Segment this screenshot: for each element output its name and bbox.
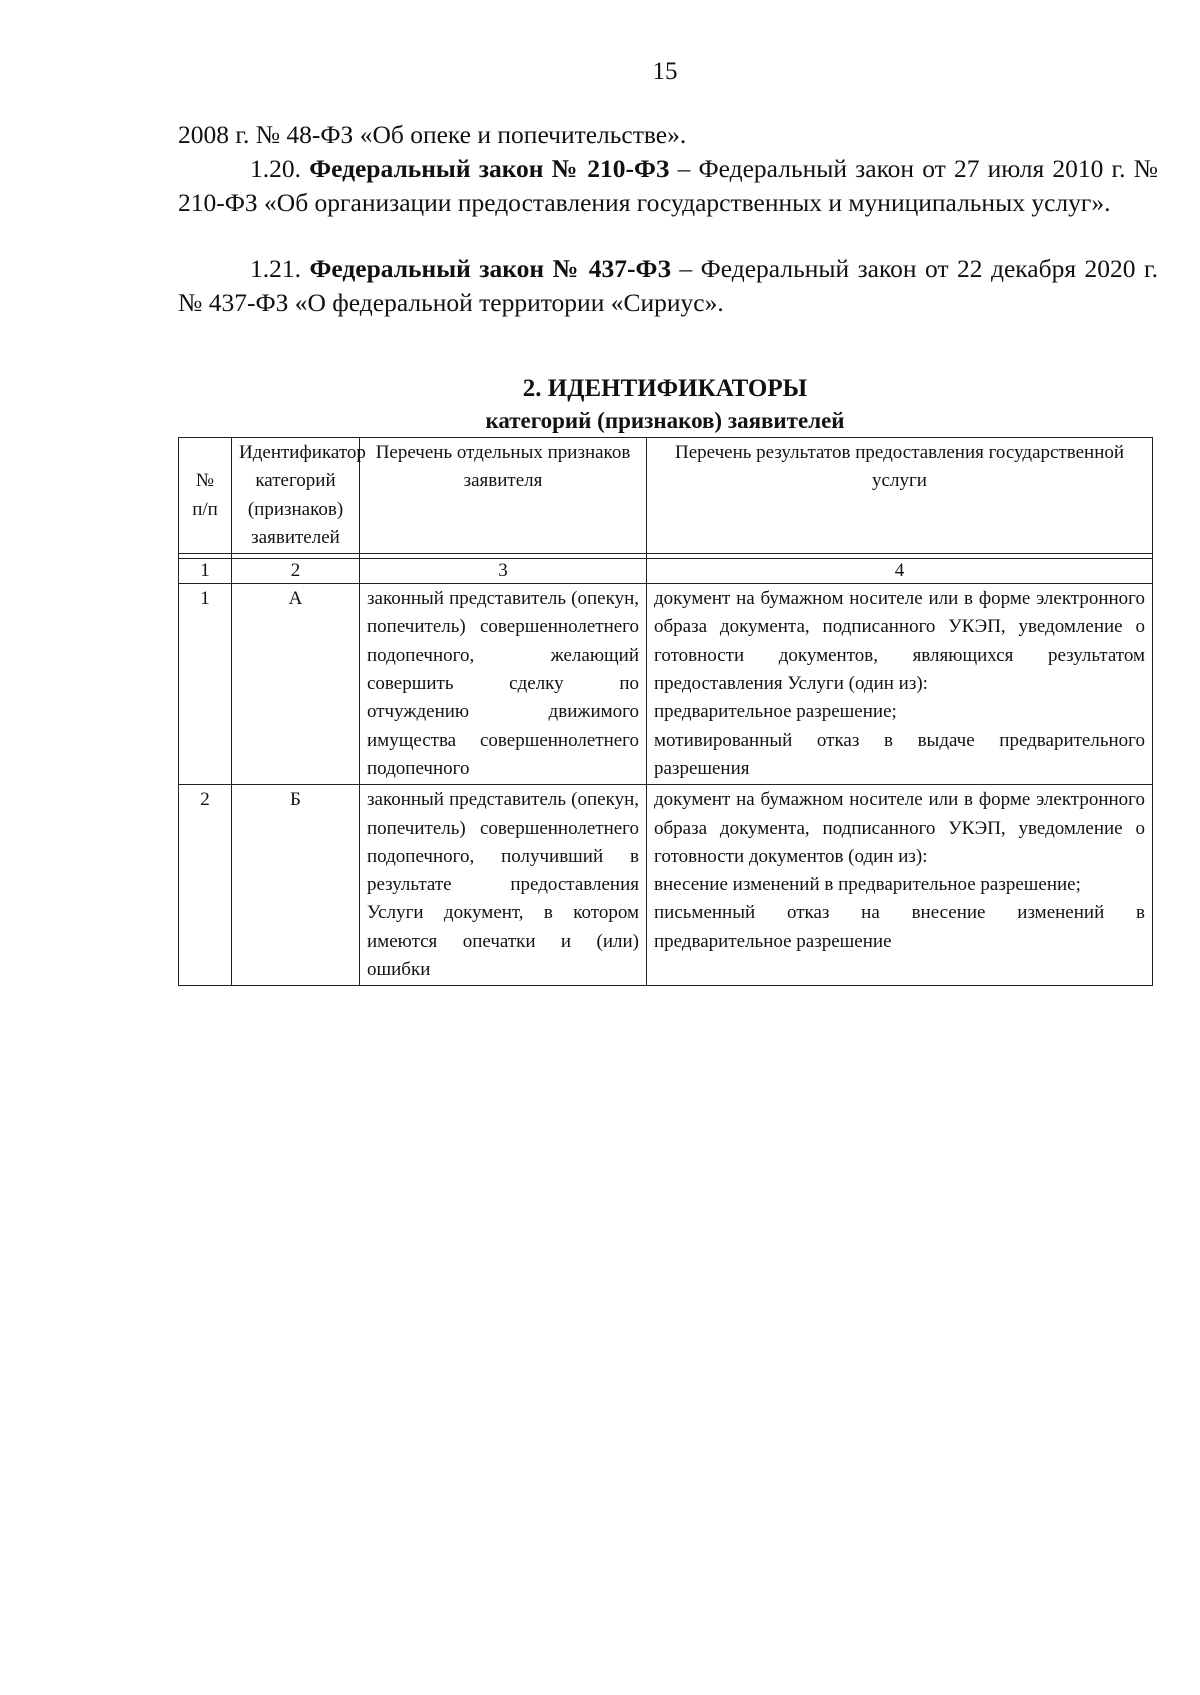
paragraph-1-21 bbox=[178, 252, 1158, 320]
result-line: письменный отказ на внесение изменений в предварительное разрешение bbox=[654, 902, 1145, 952]
column-numbers-row bbox=[179, 559, 1153, 584]
column-number: 3 bbox=[360, 559, 647, 584]
header-cell: № п/п bbox=[179, 438, 232, 554]
category-identifier: А bbox=[232, 584, 360, 785]
applicant-signs: законный представитель (опекун, попечитель) совершеннолетнего подопечного, желающий совершить сделку по отчуждению движимого имущества совершеннолетнего подопечного bbox=[360, 584, 647, 785]
defined-term: Федеральный закон № 210-ФЗ bbox=[309, 154, 670, 183]
table-row bbox=[179, 584, 1153, 785]
clause-number: 1.21. bbox=[250, 254, 301, 283]
defined-term: Федеральный закон № 437-ФЗ bbox=[309, 254, 671, 283]
table-header-row bbox=[179, 438, 1153, 554]
result-line: внесение изменений в предварительное разрешение; bbox=[654, 874, 1081, 896]
page-number: 15 bbox=[652, 58, 678, 85]
row-number: 1 bbox=[179, 584, 232, 785]
header-cell: Перечень результатов предоставления государственной услуги bbox=[647, 438, 1153, 554]
column-number: 1 bbox=[179, 559, 232, 584]
definition-text: – Федеральный закон от 22 декабря 2020 г. № 437-ФЗ «О федеральной территории «Сириус». bbox=[178, 254, 1158, 317]
section-subtitle: категорий (признаков) заявителей bbox=[485, 408, 845, 433]
result-line: документ на бумажном носителе или в форме электронного образа документа, подписанного УКЭП, уведомление о готовности документов (один из): bbox=[654, 789, 1145, 867]
clause-number: 1.20. bbox=[250, 154, 301, 183]
service-results bbox=[647, 584, 1153, 785]
applicant-signs: законный представитель (опекун, попечитель) совершеннолетнего подопечного, получивший в результате предоставления Услуги документ, в котором имеются опечатки и (или) ошибки bbox=[360, 785, 647, 986]
identifiers-table bbox=[178, 437, 1153, 986]
result-line: документ на бумажном носителе или в форме электронного образа документа, подписанного УКЭП, уведомление о готовности документов, являющихся результатом предоставления Услуги (один из): bbox=[654, 588, 1145, 695]
result-line: предварительное разрешение; bbox=[654, 701, 897, 723]
result-line: мотивированный отказ в выдаче предварительного разрешения bbox=[654, 729, 1145, 779]
header-cell: Идентификатор категорий (признаков) заявителей bbox=[232, 438, 360, 554]
header-cell: Перечень отдельных признаков заявителя bbox=[360, 438, 647, 554]
service-results bbox=[647, 785, 1153, 986]
paragraph-1-20 bbox=[178, 152, 1158, 220]
column-number: 2 bbox=[232, 559, 360, 584]
section-title: 2. ИДЕНТИФИКАТОРЫ bbox=[522, 375, 808, 402]
definition-text: – Федеральный закон от 27 июля 2010 г. № 210-ФЗ «Об организации предоставления государственных и муниципальных услуг». bbox=[178, 154, 1158, 217]
paragraph-1-19-tail: 2008 г. № 48-ФЗ «Об опеке и попечительстве». bbox=[178, 120, 687, 149]
category-identifier: Б bbox=[232, 785, 360, 986]
column-number: 4 bbox=[647, 559, 1153, 584]
table-row bbox=[179, 785, 1153, 986]
row-number: 2 bbox=[179, 785, 232, 986]
